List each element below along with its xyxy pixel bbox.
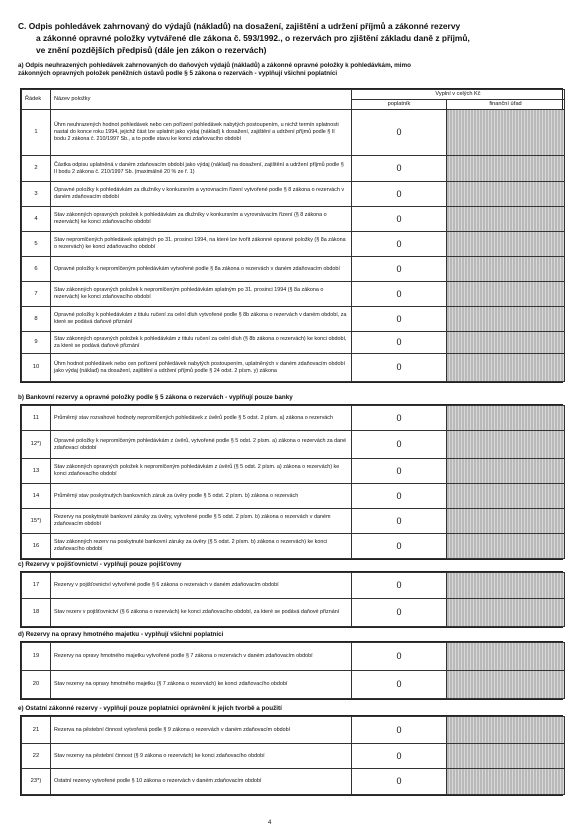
taxpayer-value-field[interactable]: 0 xyxy=(352,717,447,744)
table-row xyxy=(22,257,565,282)
section-c-title xyxy=(18,20,558,56)
taxpayer-value-field[interactable]: 0 xyxy=(352,484,447,509)
section-d-heading: d) Rezervy na opravy hmotného majetku - vyplňují všichni poplatníci xyxy=(18,631,224,638)
row-label: Opravné položky k pohledávkám za dlužníky v konkursním a vyrovnacím řízení vytvořené podle § 8 zákona o rezervách v daném zdaňovacím období xyxy=(51,182,352,207)
row-number: 5 xyxy=(22,232,51,257)
tax-office-field xyxy=(447,332,565,354)
taxpayer-value-field[interactable]: 0 xyxy=(352,431,447,459)
taxpayer-value-field[interactable]: 0 xyxy=(352,110,447,156)
row-number: 12*) xyxy=(22,431,51,459)
table-row xyxy=(22,232,565,257)
taxpayer-value-field[interactable]: 0 xyxy=(352,671,447,699)
taxpayer-value-field[interactable]: 0 xyxy=(352,332,447,354)
taxpayer-value-field[interactable]: 0 xyxy=(352,643,447,671)
row-label: Rezervy na poskytnuté bankovní záruky za úvěry, vytvořené podle § 5 odst. 2 písm. b) zákona o rezervách v daném zdaňovacím období xyxy=(51,509,352,534)
taxpayer-value-field[interactable]: 0 xyxy=(352,573,447,599)
tax-office-field xyxy=(447,156,565,182)
row-number: 6 xyxy=(22,257,51,282)
row-label: Stav zákonných rezerv na poskytnuté bankovní záruky za úvěry (§ 5 odst. 2 písm. b) zákona o rezervách) ke konci zdaňovacího období xyxy=(51,534,352,559)
table-row xyxy=(22,332,565,354)
taxpayer-value-field[interactable]: 0 xyxy=(352,354,447,382)
title-line-2: a zákonné opravné položky vytvářené dle zákona č. 593/1992., o rezervách pro zjištění základu daně z příjmů, xyxy=(36,33,470,43)
table-row xyxy=(22,156,565,182)
row-label: Rezerva na pěstební činnost vytvořená podle § 9 zákona o rezervách v daném zdaňovacím období xyxy=(51,717,352,744)
row-number: 7 xyxy=(22,282,51,307)
row-number: 14 xyxy=(22,484,51,509)
table-row xyxy=(22,769,565,795)
tax-office-field xyxy=(447,282,565,307)
row-label: Stav nepromlčených pohledávek splatných po 31. prosinci 1994, na které lze tvořit zákonné opravné položky (§ 8a zákona o rezervách) ke konci zdaňovacího období xyxy=(51,232,352,257)
row-label: Stav zákonných opravných položek k nepromlčeným pohledávkám splatným po 31. prosinci 1994 (§ 8a zákona o rezervách) ke konci zdaňovacího období xyxy=(51,282,352,307)
row-number: 20 xyxy=(22,671,51,699)
tax-office-field xyxy=(447,110,565,156)
row-label: Úhrn hodnot pohledávek nebo cen pořízení pohledávek nabytých postoupením, uplatněných v daném zdaňovacím období jako výdaj (náklad) na dosažení, zajištění a udržení příjmů podle § 24 odst. 2 písm. y) zákona xyxy=(51,354,352,382)
table-section-d xyxy=(20,641,563,700)
header-urad: finanční úřad xyxy=(447,100,565,110)
tax-office-field xyxy=(447,431,565,459)
section-b-heading: b) Bankovní rezervy a opravné položky podle § 5 zákona o rezervách - vyplňují pouze banky xyxy=(18,394,293,401)
header-radek: Řádek xyxy=(22,90,51,110)
table-row xyxy=(22,459,565,484)
row-label: Stav zákonných opravných položek k nepromlčeným pohledávkám z úvěrů (§ 5 odst. 2 písm. a) zákona o rezervách) ke konci zdaňovacího období xyxy=(51,459,352,484)
header-nazev: Název položky xyxy=(51,90,352,110)
tax-office-field xyxy=(447,459,565,484)
taxpayer-value-field[interactable]: 0 xyxy=(352,307,447,332)
tax-office-field xyxy=(447,484,565,509)
row-number: 16 xyxy=(22,534,51,559)
table-row xyxy=(22,671,565,699)
taxpayer-value-field[interactable]: 0 xyxy=(352,257,447,282)
tax-office-field xyxy=(447,534,565,559)
taxpayer-value-field[interactable]: 0 xyxy=(352,232,447,257)
taxpayer-value-field[interactable]: 0 xyxy=(352,207,447,232)
table-row xyxy=(22,207,565,232)
table-row xyxy=(22,599,565,627)
section-e-heading: e) Ostatní zákonné rezervy - vyplňují pouze poplatníci oprávnění k jejich tvorbě a použití xyxy=(18,705,282,712)
row-number: 23*) xyxy=(22,769,51,795)
taxpayer-value-field[interactable]: 0 xyxy=(352,459,447,484)
header-vyplni: Vyplní v celých Kč xyxy=(352,90,565,100)
taxpayer-value-field[interactable]: 0 xyxy=(352,282,447,307)
row-number: 4 xyxy=(22,207,51,232)
row-number: 21 xyxy=(22,717,51,744)
row-number: 2 xyxy=(22,156,51,182)
row-number: 22 xyxy=(22,744,51,769)
table-row xyxy=(22,643,565,671)
row-label: Rezervy na opravy hmotného majetku vytvořené podle § 7 zákona o rezervách v daném zdaňovacím období xyxy=(51,643,352,671)
row-label: Opravné položky k nepromlčeným pohledávkám vytvořené podle § 8a zákona o rezervách v daném zdaňovacím období xyxy=(51,257,352,282)
table-section-a xyxy=(20,88,563,383)
row-label: Rezervy v pojišťovnictví vytvořené podle § 6 zákona o rezervách v daném zdaňovacím období xyxy=(51,573,352,599)
row-label: Opravné položky k pohledávkám z titulu ručení za celní dluh vytvořené podle § 8b zákona o rezervách v daném období, za které se podává daňové přiznání xyxy=(51,307,352,332)
row-label: Stav rezervy na opravy hmotného majetku (§ 7 zákona o rezervách) ke konci zdaňovacího období xyxy=(51,671,352,699)
row-number: 10 xyxy=(22,354,51,382)
tax-office-field xyxy=(447,671,565,699)
taxpayer-value-field[interactable]: 0 xyxy=(352,509,447,534)
tax-office-field xyxy=(447,232,565,257)
row-number: 17 xyxy=(22,573,51,599)
row-label: Opravné položky k nepromlčeným pohledávkám z úvěrů, vytvořené podle § 5 odst. 2 písm. a) zákona o rezervách za dané zdaňovací období xyxy=(51,431,352,459)
row-label: Stav zákonných opravných položek k pohledávkám za dlužníky v konkursním a vyrovnávacím řízení (§ 8 zákona o rezervách) ke konci zdaňovacího období xyxy=(51,207,352,232)
row-label: Stav rezervy na pěstební činnost (§ 9 zákona o rezervách) ke konci zdaňovacího období xyxy=(51,744,352,769)
table-row xyxy=(22,744,565,769)
row-number: 18 xyxy=(22,599,51,627)
page-number: 4 xyxy=(268,820,272,826)
taxpayer-value-field[interactable]: 0 xyxy=(352,406,447,431)
row-number: 8 xyxy=(22,307,51,332)
tax-office-field xyxy=(447,643,565,671)
table-section-c xyxy=(20,571,563,628)
table-row xyxy=(22,354,565,382)
row-number: 19 xyxy=(22,643,51,671)
tax-office-field xyxy=(447,717,565,744)
section-a-heading: a) Odpis neuhrazených pohledávek zahrnovaných do daňových výdajů (nákladů) a zákonné opravné položky k pohledávkám, mimo zákonných opravných položek peněžních ústavů podle § 5 zákona o rezervách - vyplňují všichni poplatníci xyxy=(18,62,411,77)
table-row xyxy=(22,110,565,156)
taxpayer-value-field[interactable]: 0 xyxy=(352,156,447,182)
row-number: 3 xyxy=(22,182,51,207)
row-number: 13 xyxy=(22,459,51,484)
title-line-1: C. Odpis pohledávek zahrnovaný do výdajů (nákladů) na dosažení, zajištění a udržení příjmů a zákonné rezervy xyxy=(18,21,461,31)
taxpayer-value-field[interactable]: 0 xyxy=(352,599,447,627)
taxpayer-value-field[interactable]: 0 xyxy=(352,769,447,795)
taxpayer-value-field[interactable]: 0 xyxy=(352,182,447,207)
title-line-3: ve znění pozdějších předpisů (dále jen zákon o rezervách) xyxy=(36,45,267,55)
tax-office-field xyxy=(447,307,565,332)
table-row xyxy=(22,484,565,509)
table-row xyxy=(22,406,565,431)
row-number: 1 xyxy=(22,110,51,156)
tax-office-field xyxy=(447,257,565,282)
tax-office-field xyxy=(447,769,565,795)
taxpayer-value-field[interactable]: 0 xyxy=(352,534,447,559)
tax-office-field xyxy=(447,573,565,599)
tax-office-field xyxy=(447,406,565,431)
tax-office-field xyxy=(447,207,565,232)
table-section-b xyxy=(20,404,563,560)
tax-office-field xyxy=(447,744,565,769)
row-label: Úhrn neuhrazených hodnot pohledávek nebo cen pořízení pohledávek nabytých postoupením, u nichž termín splatnosti nastal do konce roku 1994, jejichž část lze uplatnit jako výdaj (náklad) k dosažení, zajištění a udržení příjmů podle § II bodu 2 zákona č. 210/1997 Sb., a to podle stavu ke konci zdaňovacího období xyxy=(51,110,352,156)
table-row xyxy=(22,534,565,559)
row-number: 15*) xyxy=(22,509,51,534)
header-poplatnik: poplatník xyxy=(352,100,447,110)
table-row xyxy=(22,431,565,459)
section-c-heading: c) Rezervy v pojišťovnictví - vyplňují pouze pojišťovny xyxy=(18,561,182,568)
row-label: Stav zákonných opravných položek k pohledávkám z titulu ručení za celní dluh (§ 8b zákona o rezervách) ke konci období, za které se podává daňové přiznání xyxy=(51,332,352,354)
tax-office-field xyxy=(447,354,565,382)
row-label: Částka odpisu uplatněná v daném zdaňovacím období jako výdaj (náklad) na dosažení, zajištění a udržení příjmů podle § II bodu 2 zákona č. 210/1997 Sb. (maximálně 20 % ze ř. 1) xyxy=(51,156,352,182)
table-row xyxy=(22,573,565,599)
row-label: Průměrný stav rozvahové hodnoty nepromlčených pohledávek z úvěrů podle § 5 odst. 2 písm. a) zákona o rezervách xyxy=(51,406,352,431)
table-row xyxy=(22,282,565,307)
table-section-e xyxy=(20,715,563,796)
taxpayer-value-field[interactable]: 0 xyxy=(352,744,447,769)
row-label: Stav rezerv v pojišťovnictví (§ 6 zákona o rezervách) ke konci zdaňovacího období, za které se podává daňové přiznání xyxy=(51,599,352,627)
row-number: 11 xyxy=(22,406,51,431)
row-label: Ostatní rezervy vytvořené podle § 10 zákona o rezervách v daném zdaňovacím období xyxy=(51,769,352,795)
row-number: 9 xyxy=(22,332,51,354)
tax-office-field xyxy=(447,182,565,207)
table-row xyxy=(22,307,565,332)
row-label: Průměrný stav poskytnutých bankovních záruk za úvěry podle § 5 odst. 2 písm. b) zákona o rezervách xyxy=(51,484,352,509)
table-row xyxy=(22,182,565,207)
tax-office-field xyxy=(447,509,565,534)
table-row xyxy=(22,717,565,744)
table-row xyxy=(22,509,565,534)
tax-office-field xyxy=(447,599,565,627)
